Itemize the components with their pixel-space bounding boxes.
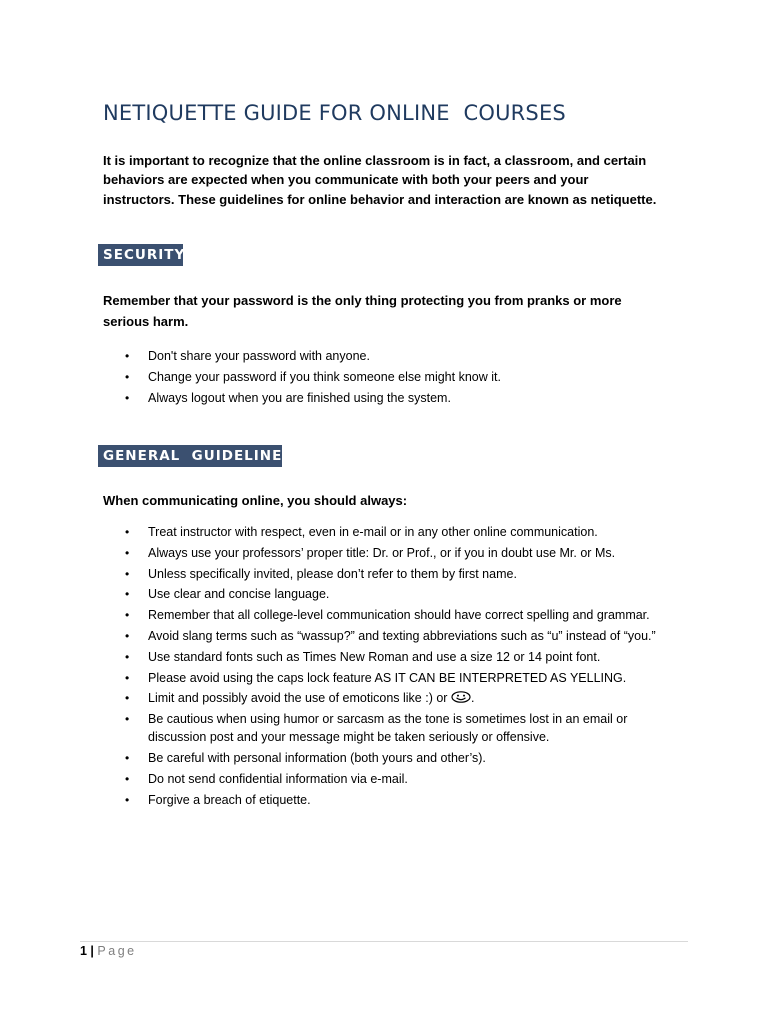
bullet-icon: •: [125, 750, 130, 765]
list-item: [0, 585, 658, 603]
footer-page-label: Page: [97, 944, 137, 958]
list-item: [0, 389, 658, 407]
bullet-icon: •: [125, 649, 130, 664]
list-item: [0, 627, 658, 645]
list-item-text: Be careful with personal information (both yours and other’s).: [148, 750, 486, 765]
footer-divider: [80, 941, 688, 942]
bullet-icon: •: [125, 670, 130, 685]
bullet-icon: •: [125, 390, 130, 405]
general-guidelines-list: [0, 523, 768, 811]
page-number: 1: [80, 944, 87, 958]
list-item-text: Use clear and concise language.: [148, 587, 330, 602]
list-item-text: Use standard fonts such as Times New Roman and use a size 12 or 14 point font.: [148, 649, 601, 664]
general-lead-text: When communicating online, you should always:: [103, 493, 408, 508]
intro-paragraph: It is important to recognize that the online classroom is in fact, a classroom, and certain behaviors are expected when you communicate with both your peers and your instructors. These guidelines for online behavior and interaction are known as netiquette.: [103, 153, 657, 207]
list-item-text: Please avoid using the caps lock feature AS IT CAN BE INTERPRETED AS YELLING.: [148, 670, 627, 685]
list-item: [0, 544, 658, 562]
page-footer: [80, 944, 137, 958]
security-lead-text: Remember that your password is the only thing protecting you from pranks or more serious harm.: [103, 293, 622, 329]
list-item-text: Be cautious when using humor or sarcasm as the tone is sometimes lost in an email or discussion post and your message might be taken seriously or offensive.: [148, 712, 628, 745]
list-item-text: Remember that all college-level communication should have correct spelling and grammar.: [148, 608, 650, 623]
bullet-icon: •: [125, 349, 130, 363]
bullet-icon: •: [125, 771, 130, 786]
list-item: [0, 523, 658, 541]
bullet-icon: •: [125, 525, 130, 539]
list-item-text: Always logout when you are finished using the system.: [148, 390, 451, 405]
emoticon-suffix: .: [470, 691, 475, 706]
list-item-text: Limit and possibly avoid the use of emoticons like :) or: [148, 691, 448, 706]
bullet-icon: •: [125, 545, 130, 560]
list-item-text: Change your password if you think someone else might know it.: [148, 369, 501, 384]
list-item: [0, 710, 658, 746]
bullet-icon: •: [125, 628, 130, 643]
smiley-face-icon: [451, 690, 471, 702]
list-item: [0, 749, 658, 767]
list-item-text: Unless specifically invited, please don’t refer to them by first name.: [148, 566, 517, 581]
list-item: [0, 565, 658, 583]
list-item-text: Don't share your password with anyone.: [148, 349, 370, 363]
list-item-text: Do not send confidential information via e-mail.: [148, 771, 408, 786]
bullet-icon: •: [125, 691, 130, 706]
bullet-icon: •: [125, 712, 130, 727]
list-item: [0, 770, 658, 788]
page-title: NETIQUETTE GUIDE FOR ONLINE COURSES: [103, 101, 566, 125]
list-item: [0, 347, 658, 365]
section-heading-general-guidelines: GENERAL GUIDELINES: [98, 445, 282, 467]
list-item-text: Always use your professors’ proper title: Dr. or Prof., or if you in doubt use Mr. or Ms.: [148, 545, 616, 560]
section-heading-security: SECURITY: [98, 244, 183, 266]
bullet-icon: •: [125, 587, 130, 602]
list-item-text: Treat instructor with respect, even in e-mail or in any other online communication.: [148, 525, 598, 539]
footer-separator: |: [86, 944, 98, 958]
list-item-text: Avoid slang terms such as “wassup?” and texting abbreviations such as “u” instead of “you.”: [148, 628, 656, 643]
bullet-icon: •: [125, 792, 130, 807]
bullet-icon: •: [125, 369, 130, 384]
bullet-icon: •: [125, 566, 130, 581]
list-item: [0, 606, 658, 624]
security-list: [0, 347, 768, 409]
list-item: [0, 689, 658, 707]
list-item-text: Forgive a breach of etiquette.: [148, 792, 311, 807]
list-item: [0, 669, 658, 687]
bullet-icon: •: [125, 608, 130, 623]
list-item: [0, 791, 658, 809]
list-item: [0, 368, 658, 386]
list-item: [0, 648, 658, 666]
